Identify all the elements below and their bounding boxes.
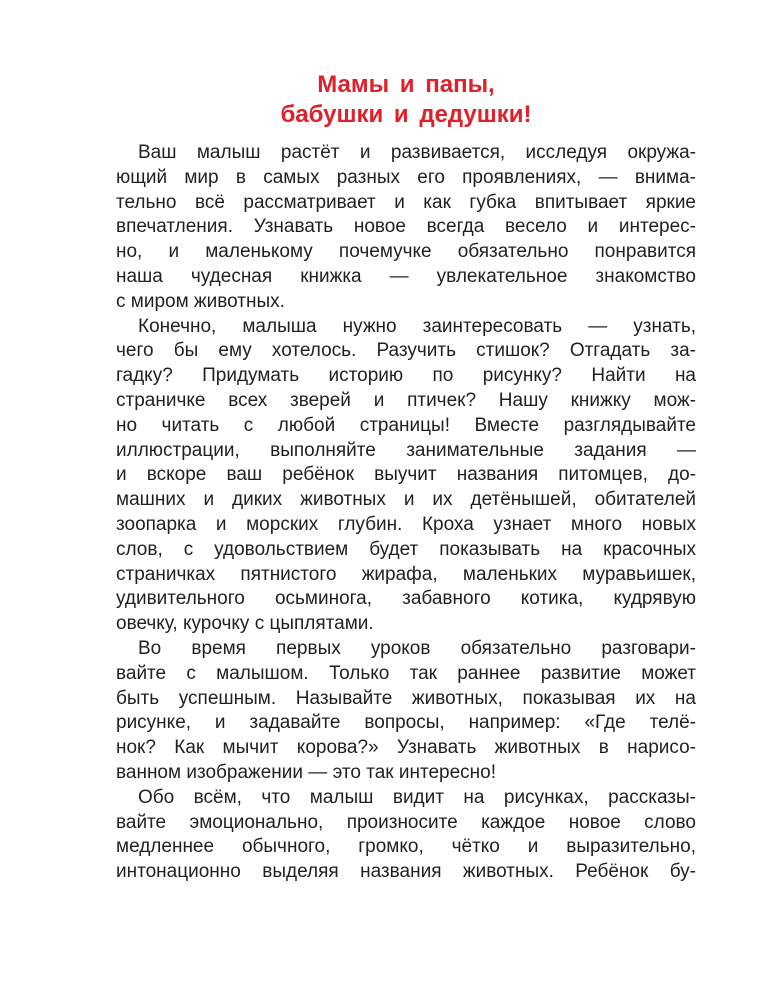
text-line: и вскоре ваш ребёнок выучит названия питомцев, до- bbox=[116, 464, 696, 486]
text-line: ванном изображении — это так интересно! bbox=[116, 761, 496, 783]
text-line: тельно всё рассматривает и как губка впитывает яркие bbox=[116, 191, 696, 213]
text-line: с миром животных. bbox=[116, 290, 285, 312]
text-line: вайте с малышом. Только так раннее развитие может bbox=[116, 662, 696, 684]
text-line: наша чудесная книжка — увлекательное знакомство bbox=[116, 265, 696, 287]
text-line: зоопарка и морских глубин. Кроха узнает много новых bbox=[116, 513, 696, 535]
body-text bbox=[116, 141, 696, 885]
text-line: ющий мир в самых разных его проявлениях, — внима- bbox=[116, 166, 696, 188]
text-line: нок? Как мычит корова?» Узнавать животных в нарисо- bbox=[116, 737, 696, 759]
text-line: Конечно, малыша нужно заинтересовать — узнать, bbox=[138, 315, 696, 337]
paragraph bbox=[116, 315, 696, 637]
text-line: страничке всех зверей и птичек? Нашу книжку мож- bbox=[116, 389, 696, 411]
text-line: слов, с удовольствием будет показывать на красочных bbox=[116, 538, 696, 560]
text-line: удивительного осьминога, забавного котика, кудрявую bbox=[116, 588, 696, 610]
paragraph bbox=[116, 637, 696, 786]
text-line: интонационно выделяя названия животных. Ребёнок бу- bbox=[116, 861, 696, 883]
text-line: рисунке, и задавайте вопросы, например: «Где телё- bbox=[116, 712, 696, 734]
text-line: вайте эмоционально, произносите каждое новое слово bbox=[116, 811, 696, 833]
text-line: Ваш малыш растёт и развивается, исследуя окружа- bbox=[138, 142, 696, 163]
paragraph bbox=[116, 141, 696, 315]
text-line: машних и диких животных и их детёнышей, обитателей bbox=[116, 489, 696, 511]
text-line: Во время первых уроков обязательно разговари- bbox=[138, 637, 696, 659]
text-line: быть успешным. Называйте животных, показывая их на bbox=[116, 687, 696, 709]
text-line: гадку? Придумать историю по рисунку? Найти на bbox=[116, 365, 696, 387]
paragraph bbox=[116, 786, 696, 885]
text-line: овечку, курочку с цыплятами. bbox=[116, 613, 374, 635]
page-content bbox=[116, 70, 696, 885]
text-line: чего бы ему хотелось. Разучить стишок? Отгадать за- bbox=[116, 340, 696, 362]
text-line: но, и маленькому почемучке обязательно понравится bbox=[116, 241, 696, 263]
title-line-2: бабушки и дедушки! bbox=[280, 101, 532, 128]
text-line: медленнее обычного, громко, чётко и выразительно, bbox=[116, 836, 696, 858]
text-line: иллюстрации, выполняйте занимательные задания — bbox=[116, 439, 696, 461]
text-line: страничках пятнистого жирафа, маленьких муравьишек, bbox=[116, 563, 696, 585]
text-line: но читать с любой страницы! Вместе разглядывайте bbox=[116, 414, 696, 436]
text-line: впечатления. Узнавать новое всегда весело и интерес- bbox=[116, 216, 696, 238]
page-title bbox=[116, 70, 696, 130]
title-line-1: Мамы и папы, bbox=[317, 71, 495, 98]
text-line: Обо всём, что малыш видит на рисунках, рассказы- bbox=[138, 786, 696, 808]
